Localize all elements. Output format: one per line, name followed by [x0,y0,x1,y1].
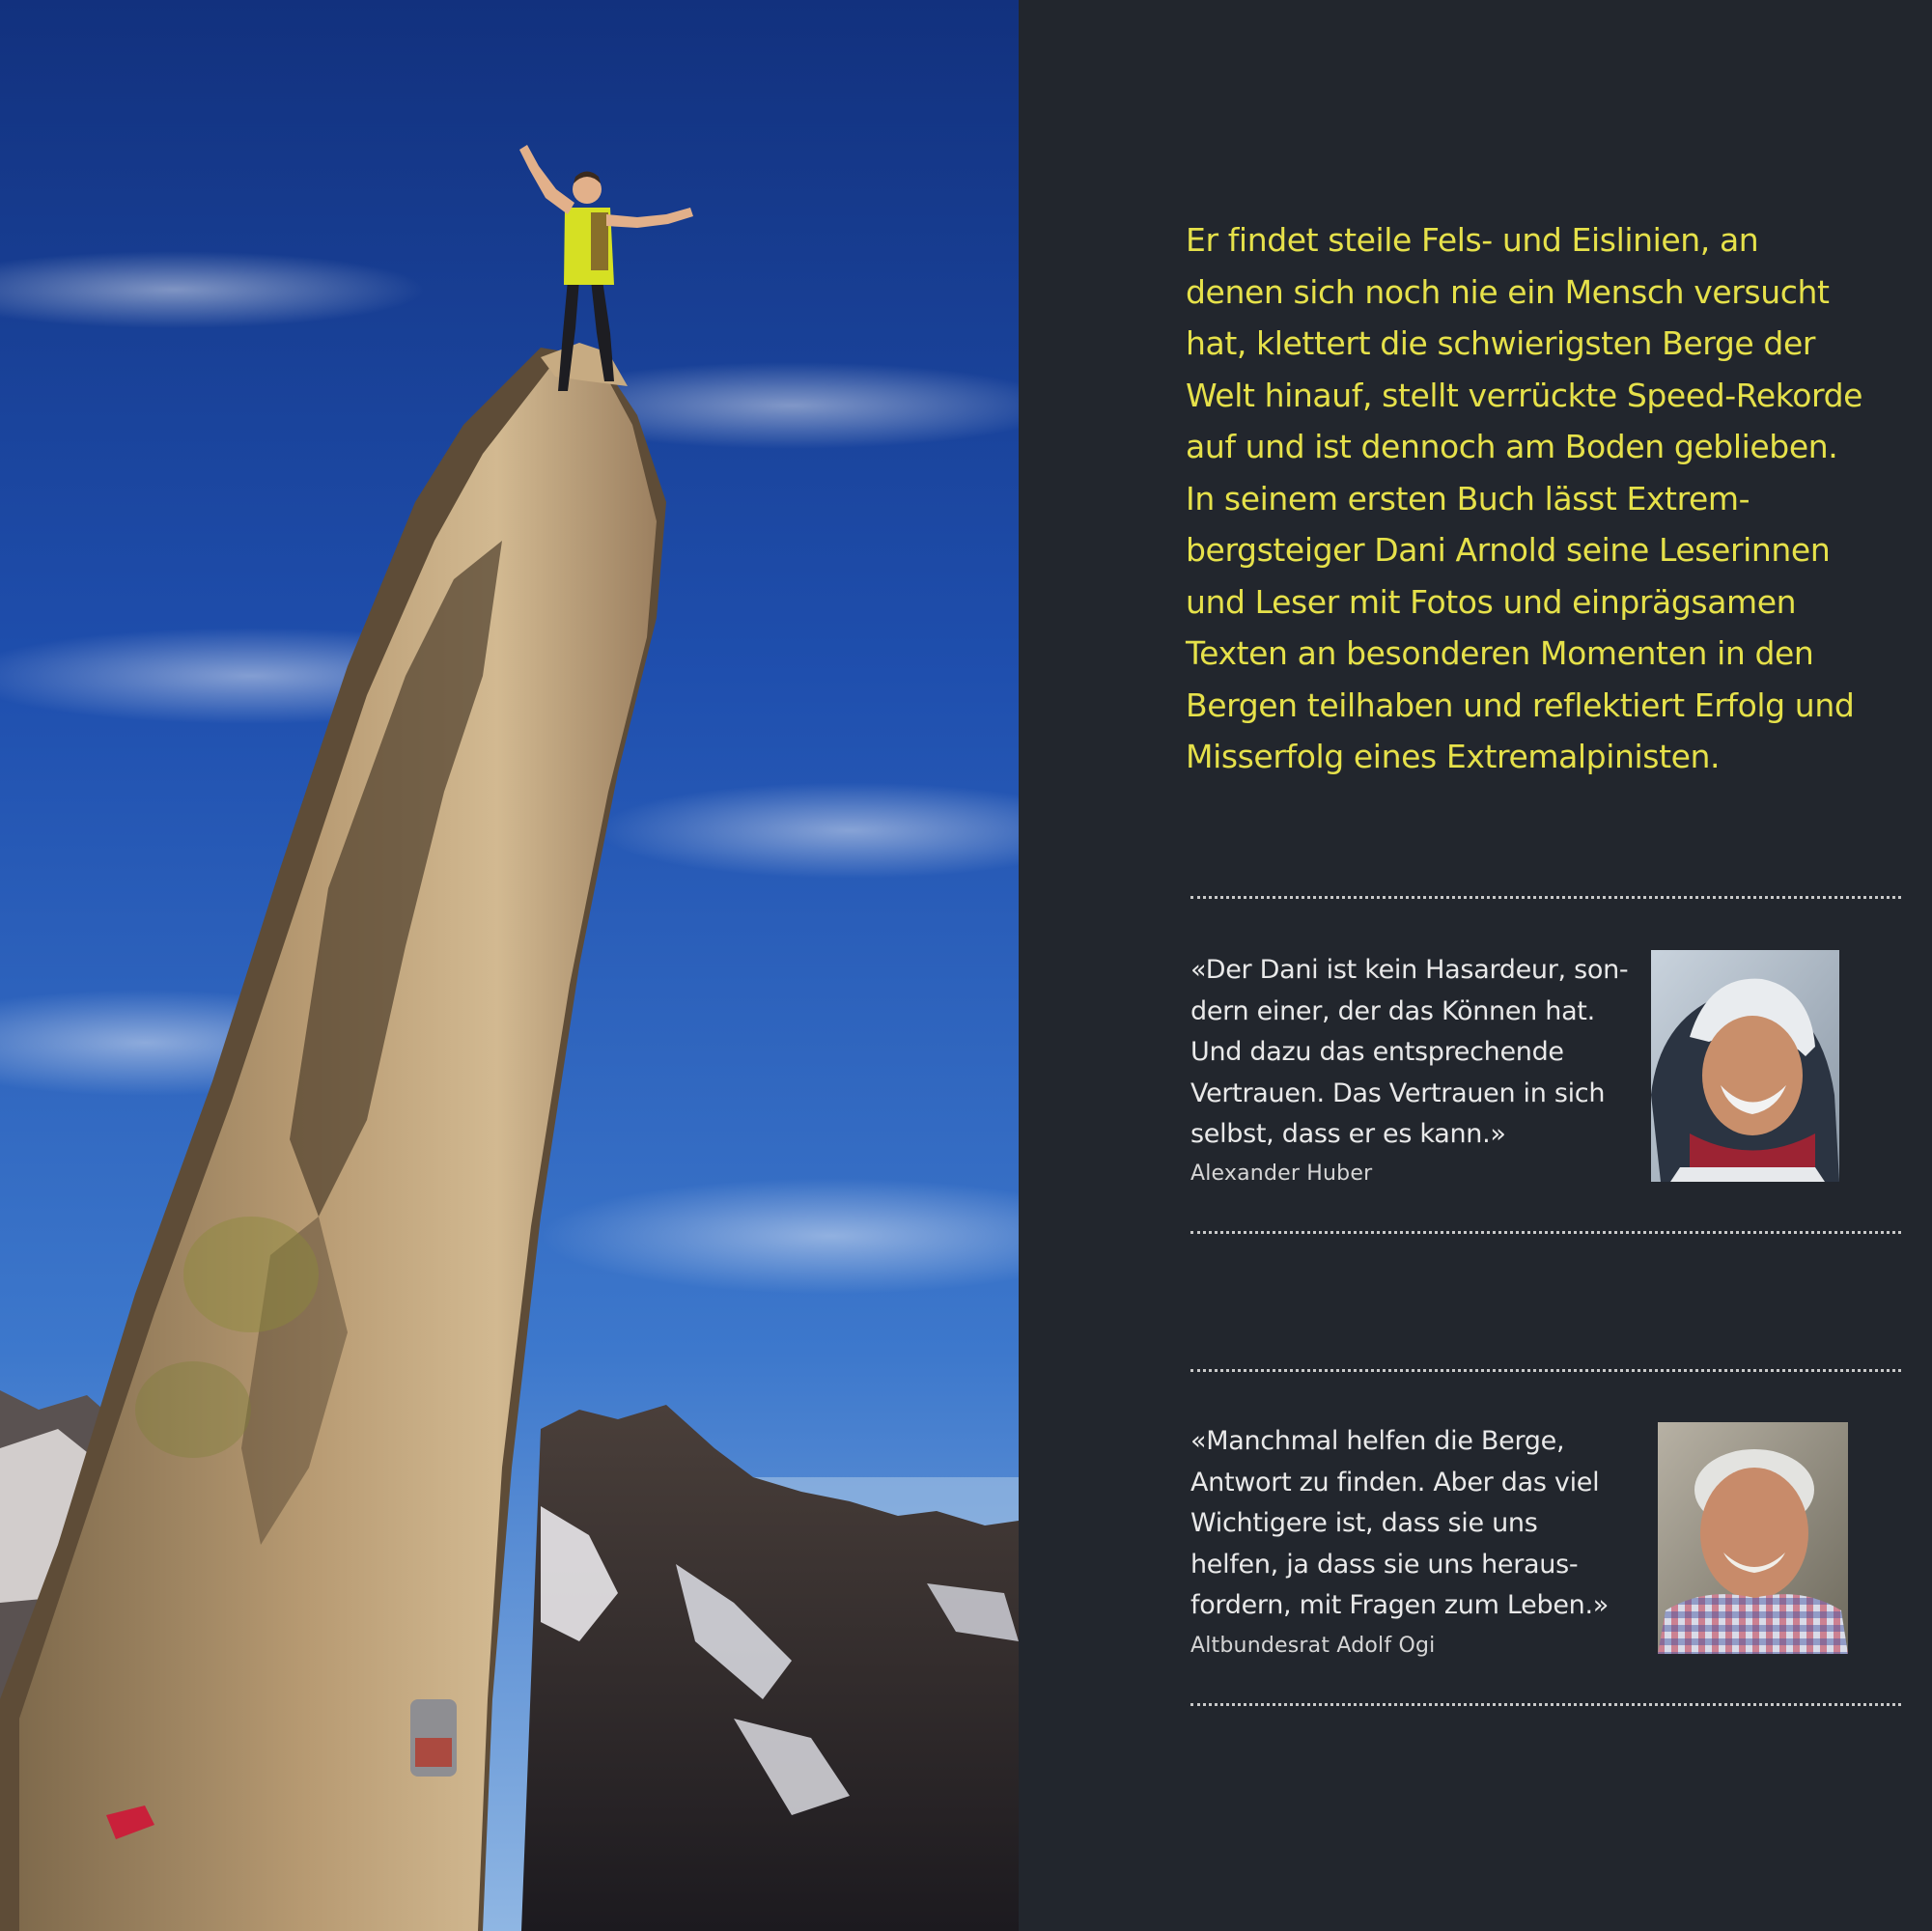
quote-author: Alexander Huber [1190,1161,1373,1186]
quote-text: «Der Dani ist kein Hasardeur, son- dern einer, der das Können hat. Und dazu das entsprechende Vertrauen. Das Vertrauen in sich selbst, dass er es kann.» [1190,955,1629,1149]
book-description: Er findet steile Fels- und Eislinien, an denen sich noch nie ein Mensch versucht hat, klettert die schwierigsten Berge der Welt hinauf, stellt verrückte Speed-Rekorde auf und ist dennoch am Boden geblieben. In seinem ersten Buch lässt Extrem- bergsteiger Dani Arnold seine Leserinnen und Leser mit Fotos und einprägsamen Texten an besonderen Momenten in den Bergen teilhaben und reflektiert Erfolg und Misserfolg eines Extremalpinisten. [1186,221,1863,775]
quote-author: Altbundesrat Adolf Ogi [1190,1634,1436,1658]
author-portrait [1658,1422,1848,1654]
divider [1190,1703,1901,1706]
quote-text: «Manchmal helfen die Berge, Antwort zu finden. Aber das viel Wichtigere ist, dass sie uns helfen, ja dass sie uns heraus- fordern, mit Fragen zum Leben.» [1190,1426,1609,1620]
author-portrait [1651,950,1839,1182]
divider [1190,1369,1901,1372]
divider [1190,1231,1901,1234]
text-panel [1019,0,1932,1931]
divider [1190,896,1901,899]
